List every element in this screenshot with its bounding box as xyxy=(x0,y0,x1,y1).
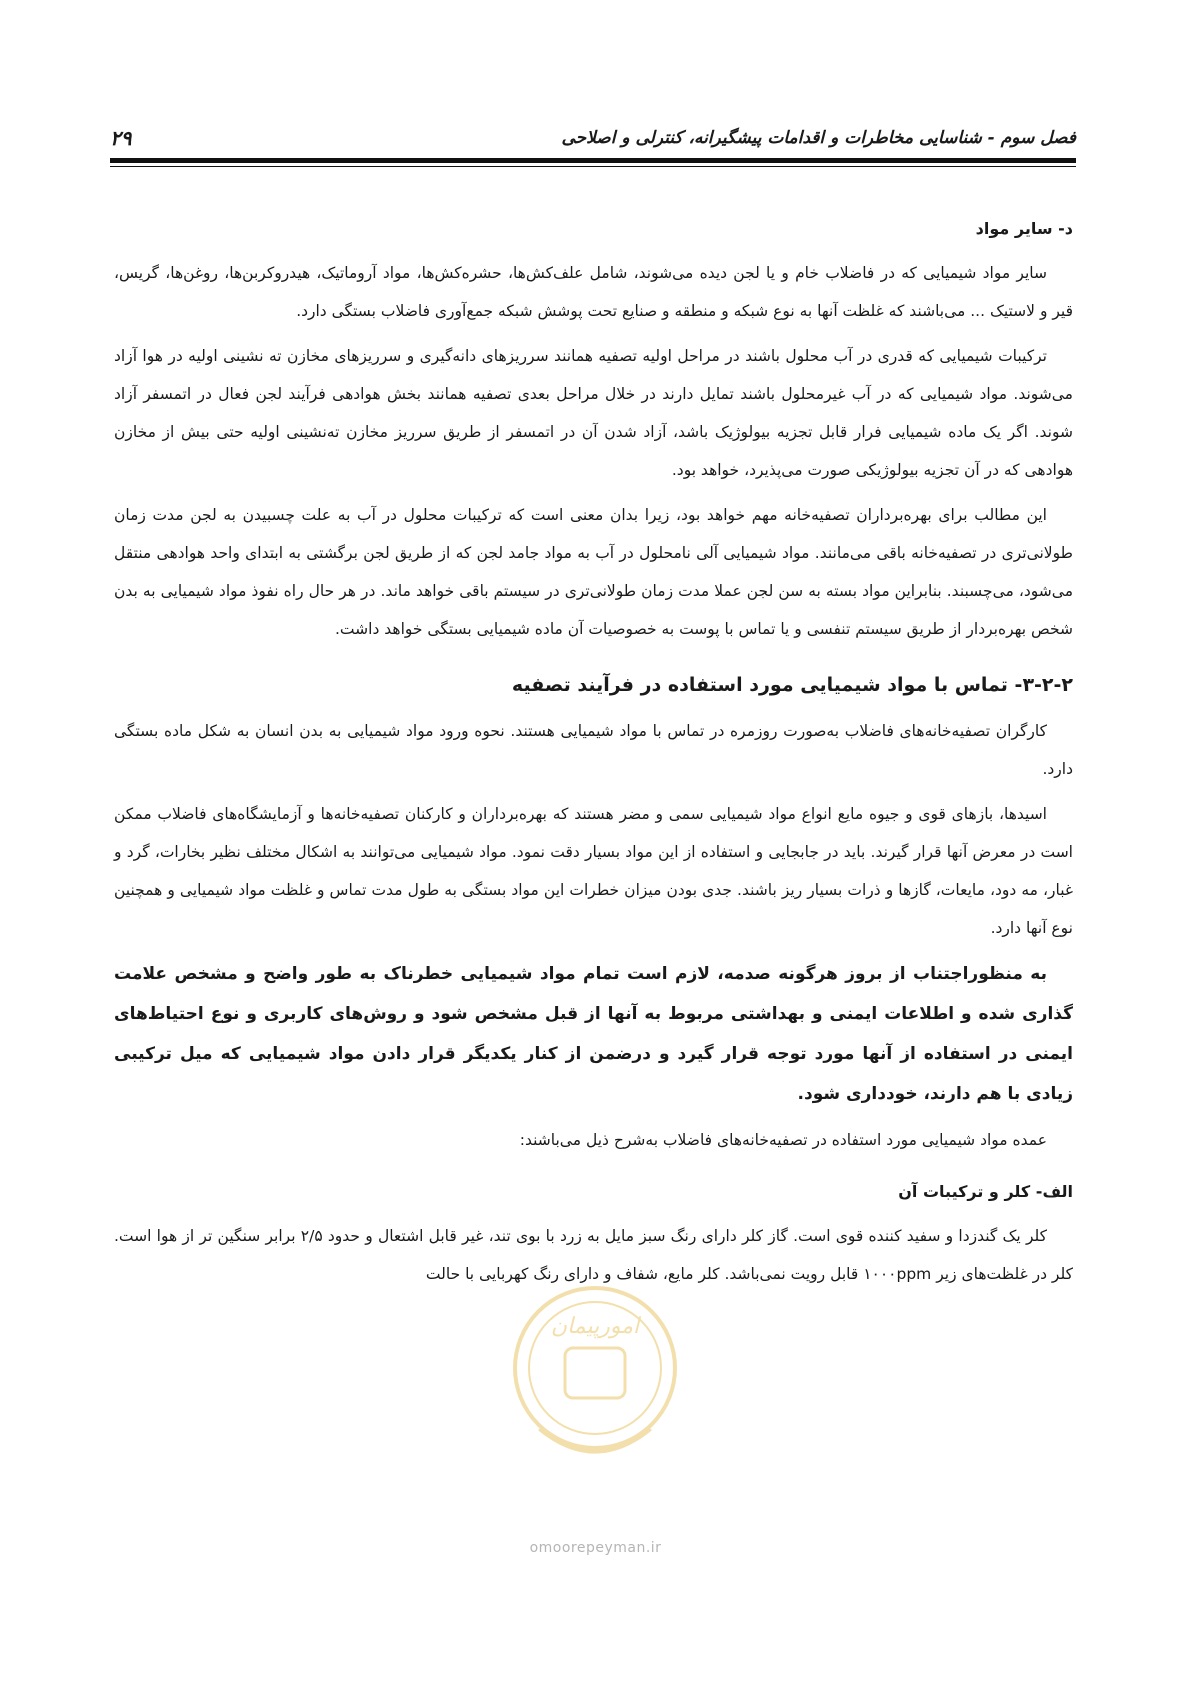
paragraph: سایر مواد شیمیایی که در فاضلاب خام و یا لجن دیده می‌شوند، شامل علف‌کش‌ها، حشره‌کش‌ها، مواد آروماتیک، هیدروکربن‌ها، روغن‌ها، گریس، قیر و لاستیک ... می‌باشند که غلظت آنها به نوع شبکه و منطقه و صنایع تحت پوشش شبکه جمع‌آوری فاضلاب بستگی دارد. xyxy=(114,264,1073,320)
paragraph: ترکیبات شیمیایی که قدری در آب محلول باشند در مراحل اولیه تصفیه همانند سرریزهای دانه‌گیری و سرریزهای مخازن ته نشینی اولیه در هوا آزاد می‌شوند. مواد شیمیایی که در آب غیرمحلول باشند تمایل دارند در خلال مراحل بعدی تصفیه همانند بخش هوادهی فرآیند لجن فعال در اتمسفر آزاد شوند. اگر یک ماده شیمیایی فرار قابل تجزیه بیولوژیک باشد، آزاد شدن آن در اتمسفر از طریق سرریز مخازن ته‌نشینی اولیه حتی بیش از مخازن هوادهی که در آن تجزیه بیولوژیکی صورت می‌پذیرد، خواهد بود. xyxy=(114,347,1073,479)
subheading-chlorine: الف- کلر و ترکیبات آن xyxy=(898,1182,1073,1201)
watermark-text: امورپیمان xyxy=(550,1314,640,1339)
section-heading-contact: ۳-۲-۲- تماس با مواد شیمیایی مورد استفاده در فرآیند تصفیه xyxy=(511,674,1073,696)
bold-warning-paragraph: به منظوراجتناب از بروز هرگونه صدمه، لازم است تمام مواد شیمیایی خطرناک به طور واضح و مشخص علامت گذاری شده و اطلاعات ایمنی و بهداشتی مربوط به آنها از قبل مشخص شود و روش‌های کاربری و نوع احتیاط‌های ایمنی در استفاده از آنها مورد توجه قرار گیرد و درضمن از کنار یکدیگر قرار دادن مواد شیمیایی که میل ترکیبی زیادی با هم دارند، خودداری شود. xyxy=(114,964,1073,1104)
subheading-other-materials: د- سایر مواد xyxy=(975,219,1073,238)
watermark-url: omoorepeyman.ir xyxy=(529,1540,662,1556)
paragraph: کلر یک گندزدا و سفید کننده قوی است. گاز کلر دارای رنگ سبز مایل به زرد با بوی تند، غیر قابل اشتعال و حدود ۲/۵ برابر سنگین تر از هوا است. کلر در غلظت‌های زیر ۱۰۰۰ppm قابل رویت نمی‌باشد. کلر مایع، شفاف و دارای رنگ کهربایی با حالت xyxy=(114,1227,1073,1283)
paragraph: این مطالب برای بهره‌برداران تصفیه‌خانه مهم خواهد بود، زیرا بدان معنی است که ترکیبات محلول در آب به علت چسبیدن به لجن مدت زمان طولانی‌تری در تصفیه‌خانه باقی می‌مانند. مواد شیمیایی آلی نامحلول در آب به مواد جامد لجن که از طریق لجن برگشتی به ابتدای واحد هوادهی منتقل می‌شود، می‌چسبند. بنابراین مواد بسته به سن لجن عملا مدت زمان طولانی‌تری در سیستم باقی خواهد ماند. در هر حال راه نفوذ مواد شیمیایی به بدن شخص بهره‌بردار از طریق سیستم تنفسی و یا تماس با پوست به خصوصیات آن ماده شیمیایی بستگی خواهد داشت. xyxy=(114,506,1073,638)
page-header xyxy=(110,128,1076,158)
chapter-title: فصل سوم - شناسایی مخاطرات و اقدامات پیشگیرانه، کنترلی و اصلاحی xyxy=(561,128,1076,148)
header-rule-thin xyxy=(110,166,1076,167)
paragraph: اسیدها، بازهای قوی و جیوه مایع انواع مواد شیمیایی سمی و مضر هستند که بهره‌برداران و کارکنان تصفیه‌خانه‌ها و آزمایشگاه‌های فاضلاب ممکن است در معرض آنها قرار گیرند. باید در جابجایی و استفاده از این مواد بسیار دقت نمود. مواد شیمیایی می‌توانند به اشکال مختلف نظیر بخارات، گرد و غبار، مه دود، مایعات، گازها و ذرات بسیار ریز باشند. جدی بودن میزان خطرات این مواد بستگی به طول مدت تماس و غلظت مواد شیمیایی و همچنین نوع آنها دارد. xyxy=(114,805,1073,937)
paragraph: عمده مواد شیمیایی مورد استفاده در تصفیه‌خانه‌های فاضلاب به‌شرح ذیل می‌باشند: xyxy=(519,1131,1047,1149)
page-body xyxy=(114,210,1073,1300)
page-number: ۲۹ xyxy=(110,126,132,150)
header-rule-thick xyxy=(110,158,1076,163)
paragraph: کارگران تصفیه‌خانه‌های فاضلاب به‌صورت روزمره در تماس با مواد شیمیایی هستند. نحوه ورود مواد شیمیایی به بدن انسان به شکل ماده بستگی دارد. xyxy=(114,722,1073,778)
watermark-seal-icon xyxy=(500,1278,690,1478)
